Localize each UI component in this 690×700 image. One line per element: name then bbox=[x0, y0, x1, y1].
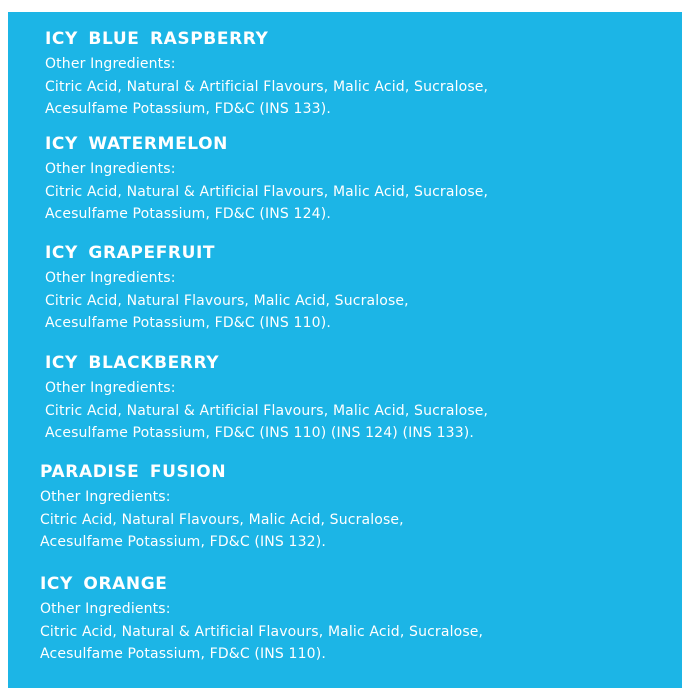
ingredients-panel bbox=[8, 12, 682, 688]
flavour-name: ICY WATERMELON bbox=[45, 134, 228, 154]
other-ingredients-label: Other Ingredients: bbox=[45, 270, 176, 286]
flavour-name: ICY BLACKBERRY bbox=[45, 353, 220, 373]
ingredients-line-2: Acesulfame Potassium, FD&C (INS 110) (INS 124) (INS 133). bbox=[45, 425, 475, 441]
flavour-name: PARADISE FUSION bbox=[40, 462, 227, 482]
flavour-name: ICY ORANGE bbox=[40, 574, 168, 594]
flavour-name: ICY GRAPEFRUIT bbox=[45, 243, 216, 263]
flavour-section-icy-blue-raspberry bbox=[45, 28, 488, 121]
ingredients-line-2: Acesulfame Potassium, FD&C (INS 132). bbox=[40, 534, 326, 550]
ingredients-line-1: Citric Acid, Natural & Artificial Flavours, Malic Acid, Sucralose, bbox=[45, 78, 489, 95]
ingredients-line-1: Citric Acid, Natural & Artificial Flavours, Malic Acid, Sucralose, bbox=[45, 183, 489, 200]
other-ingredients-label: Other Ingredients: bbox=[40, 489, 171, 505]
other-ingredients-label: Other Ingredients: bbox=[40, 601, 171, 617]
ingredients-line-2: Acesulfame Potassium, FD&C (INS 110). bbox=[45, 315, 331, 331]
other-ingredients-label: Other Ingredients: bbox=[45, 56, 176, 72]
flavour-section-icy-watermelon bbox=[45, 133, 488, 226]
flavour-section-icy-orange bbox=[40, 573, 483, 666]
flavour-name: ICY BLUE RASPBERRY bbox=[45, 29, 269, 49]
ingredients-line-1: Citric Acid, Natural & Artificial Flavours, Malic Acid, Sucralose, bbox=[45, 402, 489, 419]
ingredients-line-2: Acesulfame Potassium, FD&C (INS 110). bbox=[40, 646, 326, 662]
other-ingredients-label: Other Ingredients: bbox=[45, 380, 176, 396]
flavour-section-paradise-fusion bbox=[40, 461, 404, 554]
ingredients-line-1: Citric Acid, Natural Flavours, Malic Acid, Sucralose, bbox=[40, 511, 404, 528]
ingredients-line-1: Citric Acid, Natural Flavours, Malic Acid, Sucralose, bbox=[45, 292, 409, 309]
flavour-section-icy-blackberry bbox=[45, 352, 488, 445]
flavour-section-icy-grapefruit bbox=[45, 242, 409, 335]
ingredients-line-1: Citric Acid, Natural & Artificial Flavours, Malic Acid, Sucralose, bbox=[40, 623, 484, 640]
ingredients-line-2: Acesulfame Potassium, FD&C (INS 133). bbox=[45, 101, 331, 117]
other-ingredients-label: Other Ingredients: bbox=[45, 161, 176, 177]
ingredients-line-2: Acesulfame Potassium, FD&C (INS 124). bbox=[45, 206, 331, 222]
